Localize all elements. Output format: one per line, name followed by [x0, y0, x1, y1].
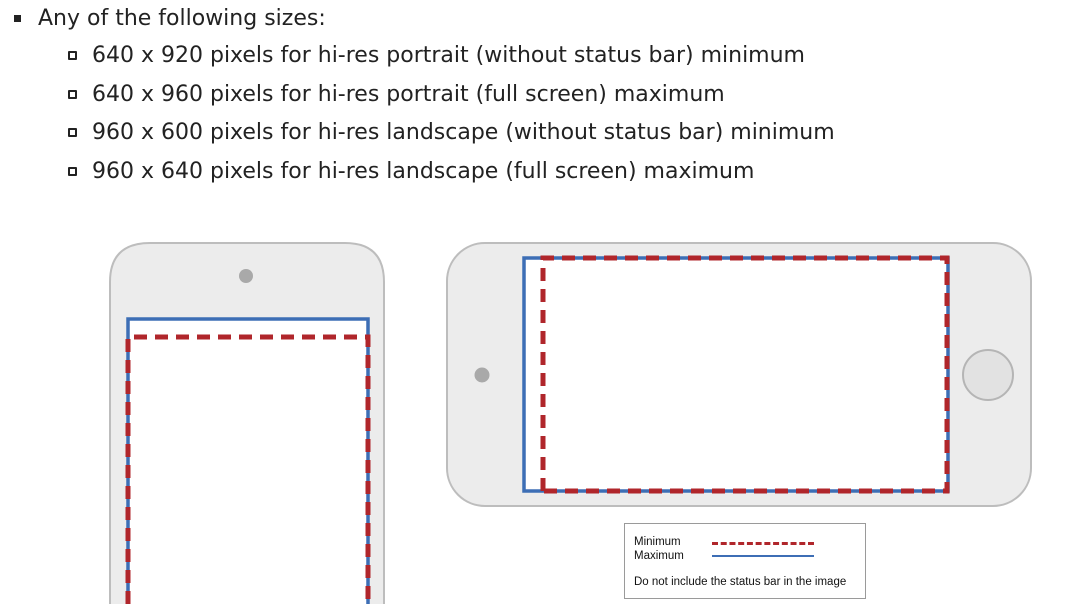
home-button-icon — [963, 350, 1013, 400]
list-item-text: 640 x 920 pixels for hi-res portrait (without status bar) minimum — [92, 42, 805, 68]
legend-maximum-swatch — [712, 555, 814, 557]
legend-note: Do not include the status bar in the image — [634, 576, 847, 588]
landscape-screen — [524, 258, 948, 491]
legend-maximum-label: Maximum — [634, 550, 684, 562]
portrait-camera-icon — [239, 269, 253, 283]
portrait-device — [110, 243, 384, 604]
portrait-screen — [128, 319, 368, 604]
landscape-device — [447, 243, 1031, 506]
list-item-text: 960 x 640 pixels for hi-res landscape (full screen) maximum — [92, 158, 755, 184]
landscape-camera-icon — [475, 368, 490, 383]
legend-maximum-row — [634, 549, 684, 563]
legend — [624, 523, 866, 599]
sizes-heading: Any of the following sizes: — [38, 5, 326, 31]
list-item-text: 960 x 600 pixels for hi-res landscape (without status bar) minimum — [92, 119, 835, 145]
legend-minimum-label: Minimum — [634, 536, 681, 548]
legend-minimum-row — [634, 535, 681, 549]
legend-minimum-swatch — [712, 542, 814, 545]
list-item-text: 640 x 960 pixels for hi-res portrait (full screen) maximum — [92, 81, 725, 107]
